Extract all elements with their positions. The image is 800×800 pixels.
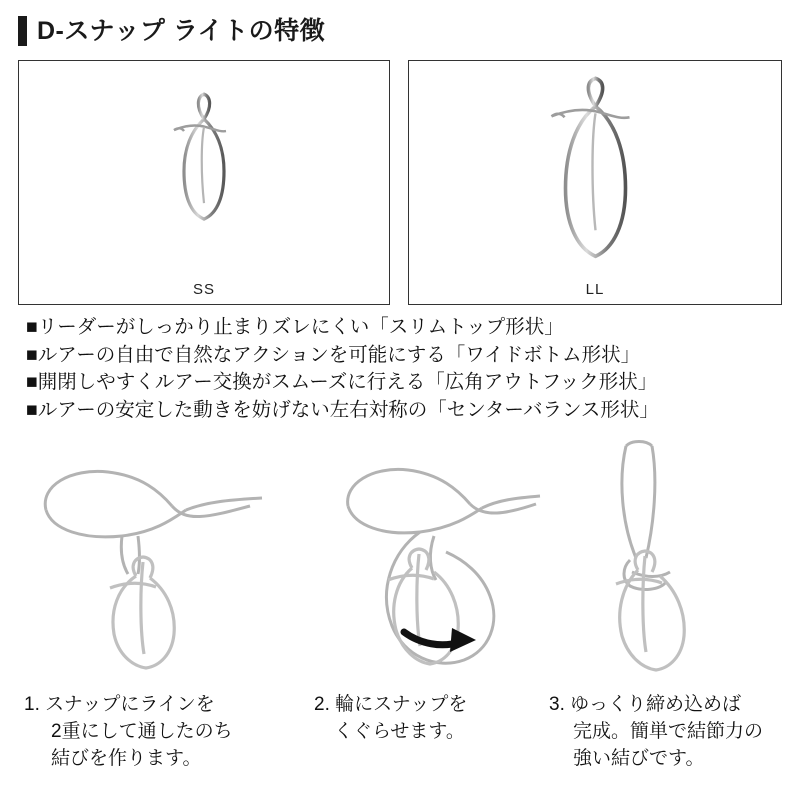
snap-illustration-ss <box>134 83 274 268</box>
step-number-1: 1. <box>24 694 40 715</box>
feature-item: ■開閉しやすくルアー交換がスムーズに行える「広角アウトフック形状」 <box>26 371 658 394</box>
step-line: 輪にスナップを <box>335 694 468 715</box>
step-line: 結びを作ります。 <box>51 747 202 769</box>
page-title <box>18 16 325 46</box>
step-line: くぐらせます。 <box>334 720 465 742</box>
sample-label-ss: SS <box>192 281 215 298</box>
feature-item: ■リーダーがしっかり止まりズレにくい「スリムトップ形状」 <box>26 316 564 338</box>
snap-illustration-ll <box>508 72 683 277</box>
feature-list <box>26 314 782 425</box>
knot-step-illustrations <box>0 440 800 680</box>
knot-illustration-step-3 <box>560 440 780 685</box>
sample-label-ll: LL <box>585 281 605 298</box>
step-caption-3 <box>549 692 794 773</box>
knot-illustration-step-1 <box>10 440 290 685</box>
step-number-3: 3. <box>549 694 565 715</box>
step-caption-2 <box>314 692 544 746</box>
step-number-2: 2. <box>314 694 330 715</box>
step-line: ゆっくり締め込めば <box>570 694 741 715</box>
sample-box-ss <box>18 60 390 305</box>
sample-box-ll <box>408 60 782 305</box>
step-caption-1 <box>24 692 294 773</box>
knot-illustration-step-2 <box>300 440 550 685</box>
step-line: 2重にして通したのち <box>51 720 233 742</box>
step-line: 完成。簡単で結節力の <box>573 720 764 742</box>
direction-arrow <box>404 628 476 652</box>
feature-item: ■ルアーの自由で自然なアクションを可能にする「ワイドボトム形状」 <box>26 343 641 366</box>
title-accent-bar <box>18 16 27 46</box>
page-title-text: D-スナップ ライトの特徴 <box>37 16 326 45</box>
feature-item: ■ルアーの安定した動きを妨げない左右対称の「センターバランス形状」 <box>26 399 659 422</box>
step-line: スナップにラインを <box>45 694 215 715</box>
step-line: 強い結びです。 <box>573 747 705 769</box>
